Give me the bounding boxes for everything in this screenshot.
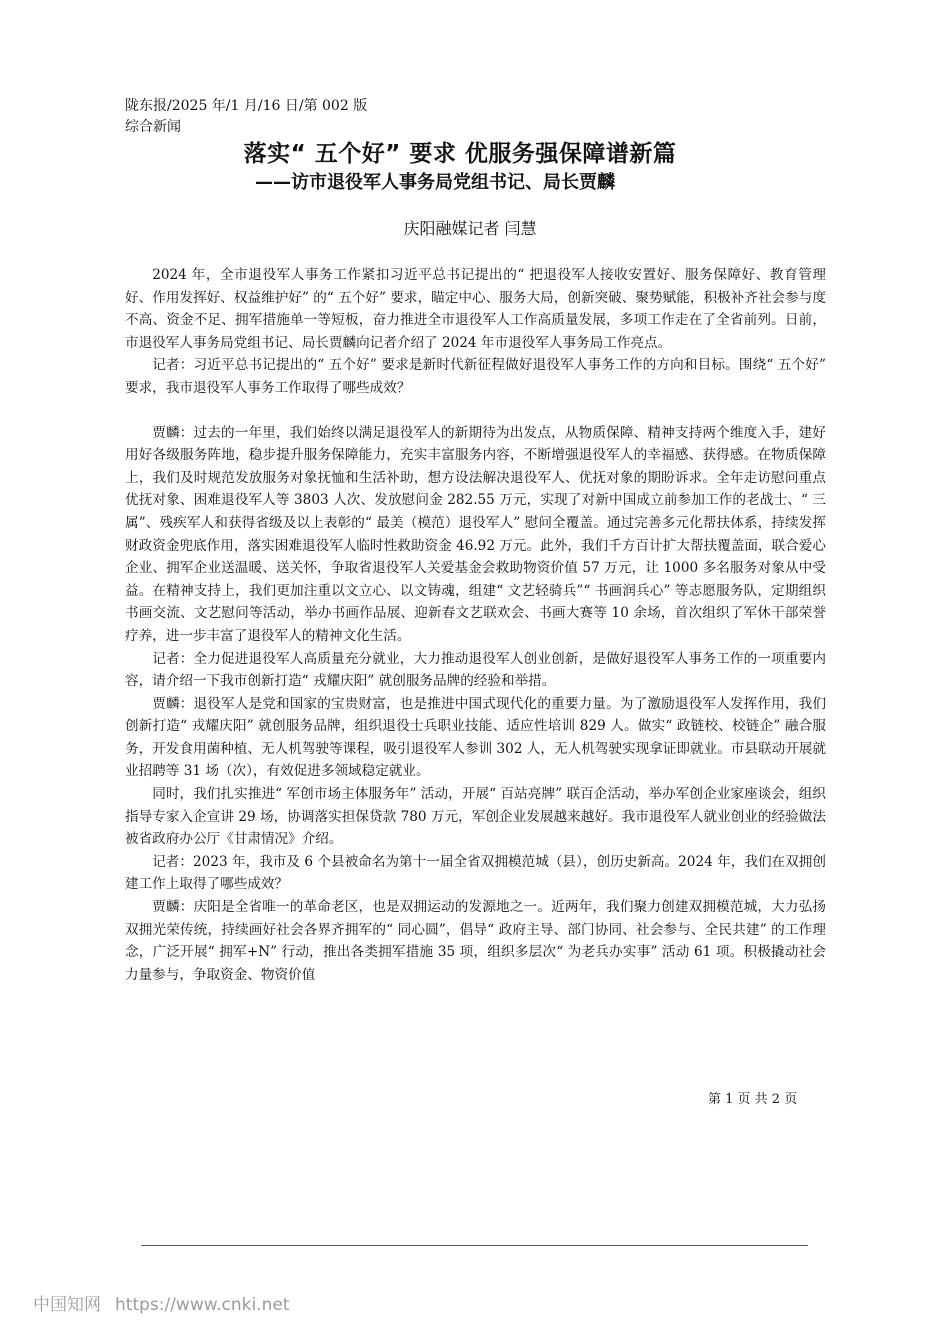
footer-divider bbox=[141, 1245, 808, 1246]
cnki-watermark bbox=[33, 1293, 289, 1317]
paragraph-answer-2-continued: 同时，我们扎实推进“ 军创市场主体服务年” 活动，开展“ 百站亮牌” 联百企活动，举办军创企业家座谈会，组织指导专家入企宣讲 29 场，协调落实担保贷款 780 万元，军创企业发展越来越好。我市退役军人就业创业的经验做法被省政府办公厅《甘肃情况》介绍。 bbox=[125, 786, 826, 848]
paragraph-answer-2: 贾麟：退役军人是党和国家的宝贵财富，也是推进中国式现代化的重要力量。为了激励退役军人发挥作用，我们创新打造“ 戎耀庆阳” 就创服务品牌，组织退役士兵职业技能、适应性培训 829 人。做实“ 政链校、校链企” 融合服务，开发食用菌种植、无人机驾驶等课程，吸引退役军人参训 302 人，无人机驾驶实现拿证即就业。市县联动开展就业招聘等 31 场（次），有效促进多领域稳定就业。 bbox=[125, 695, 826, 780]
paragraph-answer-3: 贾麟：庆阳是全省唯一的革命老区，也是双拥运动的发源地之一。近两年，我们聚力创建双拥模范城，大力弘扬双拥光荣传统，持续画好社会各界齐拥军的“ 同心圆”，倡导“ 政府主导、部门协同、社会参与、全民共建” 的工作理念，广泛开展“ 拥军+N” 行动，推出各类拥军措施 35 项，组织多层次“ 为老兵办实事” 活动 61 项。积极撬动社会力量参与，争取资金、物资价值 bbox=[125, 899, 826, 983]
paragraph-question-3: 记者：2023 年，我市及 6 个县被命名为第十一届全省双拥模范城（县），创历史新高。2024 年，我们在双拥创建工作上取得了哪些成效？ bbox=[125, 853, 826, 893]
paragraph-intro: 2024 年，全市退役军人事务工作紧扣习近平总书记提出的“ 把退役军人接收安置好、服务保障好、教育管理好、作用发挥好、权益维护好” 的“ 五个好” 要求，瞄定中心、服务大局，创新突破、聚势赋能，积极补齐社会参与度不高、资金不足、拥军措施单一等短板，奋力推进全市退役军人工作高质量发展，多项工作走在了全省前列。日前，市退役军人事务局党组书记、局长贾麟向记者介绍了 2024 年市退役军人事务局工作亮点。 bbox=[125, 267, 826, 351]
paragraph-answer-1: 贾麟：过去的一年里，我们始终以满足退役军人的新期待为出发点，从物质保障、精神支持两个维度入手，建好用好各级服务阵地，稳步提升服务保障能力，充实丰富服务内容，不断增强退役军人的幸福感、获得感。在物质保障上，我们及时规范发放服务对象抚恤和生活补助，想方设法解决退役军人、优抚对象的期盼诉求。全年走访慰问重点优抚对象、困难退役军人等 3803 人次、发放慰问金 282.55 万元，实现了对新中国成立前参加工作的老战士、“ 三属”、残疾军人和获得省级及以上表彰的“ 最美（模范）退役军人” 慰问全覆盖。通过完善多元化帮扶体系，持续发挥财政资金兜底作用，落实困难退役军人临时性救助资金 46.92 万元。此外，我们千方百计扩大帮扶覆盖面，联合爱心企业、拥军企业送温暖、送关怀，争取省退役军人关爱基金会救助物资价值 57 万元，让 1000 多名服务对象从中受益。在精神支持上，我们更加注重以文立心、以文铸魂，组建“ 文艺轻骑兵”“ 书画润兵心” 等志愿服务队，定期组织书画交流、文艺慰问等活动，举办书画作品展、迎新春文艺联欢会、书画大赛等 10 余场，首次组织了军休干部荣誉疗养，进一步丰富了退役军人的精神文化生活。 bbox=[125, 424, 826, 644]
watermark-brand: 中国知网 bbox=[33, 1295, 101, 1315]
article-author: 庆阳融媒记者 闫慧 bbox=[403, 219, 537, 238]
page-number: 第 1 页 共 2 页 bbox=[708, 1092, 798, 1107]
article-title: 落实“ 五个好” 要求 优服务强保障谱新篇 bbox=[243, 141, 677, 167]
paragraph-question-2: 记者：全力促进退役军人高质量充分就业，大力推动退役军人创业创新，是做好退役军人事务工作的一项重要内容，请介绍一下我市创新打造“ 戎耀庆阳” 就创服务品牌的经验和举措。 bbox=[125, 650, 826, 690]
paragraph-question-1: 记者：习近平总书记提出的“ 五个好” 要求是新时代新征程做好退役军人事务工作的方向和目标。围绕“ 五个好” 要求，我市退役军人事务工作取得了哪些成效？ bbox=[125, 357, 826, 396]
source-line: 陇东报/2025 年/1 月/16 日/第 002 版综合新闻 bbox=[125, 98, 368, 135]
article-subtitle: ——访市退役军人事务局党组书记、局长贾麟 bbox=[255, 172, 615, 193]
article-body bbox=[125, 264, 826, 1076]
watermark-url: https://www.cnki.net bbox=[115, 1295, 290, 1315]
